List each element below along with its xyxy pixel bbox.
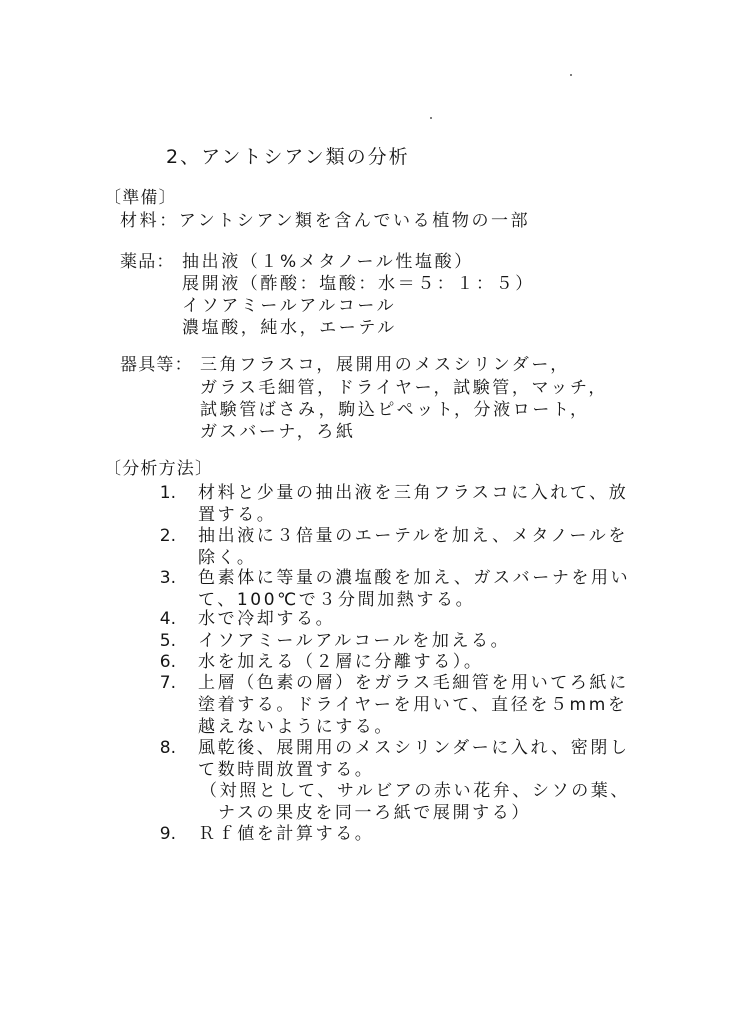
equipment-line: ガスバーナ，ろ紙 bbox=[200, 422, 356, 442]
step-text: 風乾後、展開用のメスシリンダーに入れ、密閉し bbox=[198, 738, 630, 758]
step-text: （対照として、サルビアの赤い花弁、シソの葉、 bbox=[200, 781, 631, 801]
step-text: て、100℃で３分間加熱する。 bbox=[198, 590, 476, 610]
step-text: 越えないようにする。 bbox=[198, 717, 394, 737]
step-number: 1. bbox=[159, 483, 176, 503]
equipment-line: 三角フラスコ，展開用のメスシリンダー， bbox=[200, 355, 570, 375]
step-text: 水を加える（２層に分離する）。 bbox=[198, 652, 484, 672]
reagent-line: イソアミールアルコール bbox=[182, 296, 397, 316]
step-number: 4. bbox=[159, 609, 176, 629]
reagent-line: 展開液（酢酸：塩酸：水＝５：１：５） bbox=[182, 274, 535, 294]
scan-speck bbox=[430, 117, 432, 119]
equipment-line: ガラス毛細管，ドライヤー，試験管，マッチ， bbox=[200, 378, 609, 398]
step-number: 3. bbox=[159, 568, 176, 588]
step-text: 塗着する。ドライヤーを用いて、直径を５mmを bbox=[198, 695, 628, 715]
step-number: 2. bbox=[159, 526, 176, 546]
step-number: 8. bbox=[159, 738, 176, 758]
scan-speck bbox=[570, 74, 572, 76]
step-text: 除く。 bbox=[198, 548, 257, 568]
equipment-line: 試験管ばさみ，駒込ピペット，分液ロート， bbox=[200, 400, 590, 420]
reagents-label: 薬品： bbox=[120, 252, 175, 272]
step-text: イソアミールアルコールを加える。 bbox=[198, 631, 511, 651]
step-text: 置する。 bbox=[198, 505, 277, 525]
step-text: 材料と少量の抽出液を三角フラスコに入れて、放 bbox=[198, 483, 629, 503]
prep-heading: 〔準備〕 bbox=[104, 188, 177, 208]
reagent-line: 濃塩酸，純水，エーテル bbox=[182, 318, 397, 338]
step-number: 7. bbox=[159, 673, 176, 693]
step-number: 9. bbox=[159, 824, 176, 844]
document-title: 2、アントシアン類の分析 bbox=[166, 146, 410, 168]
step-text: Ｒｆ値を計算する。 bbox=[198, 824, 375, 844]
step-text: ナスの果皮を同一ろ紙で展開する） bbox=[218, 803, 531, 823]
step-text: 上層（色素の層）をガラス毛細管を用いてろ紙に bbox=[198, 673, 629, 693]
step-number: 5. bbox=[159, 631, 176, 651]
method-heading: 〔分析方法〕 bbox=[104, 459, 214, 479]
materials-line: 材料：アントシアン類を含んでいる植物の一部 bbox=[120, 211, 531, 231]
step-number: 6. bbox=[159, 652, 176, 672]
reagent-line: 抽出液（１%メタノール性塩酸） bbox=[182, 252, 474, 272]
equipment-label: 器具等： bbox=[120, 355, 193, 375]
step-text: 水で冷却する。 bbox=[198, 609, 336, 629]
step-text: て数時間放置する。 bbox=[198, 760, 375, 780]
step-text: 色素体に等量の濃塩酸を加え、ガスバーナを用い bbox=[198, 568, 631, 588]
step-text: 抽出液に３倍量のエーテルを加え、メタノールを bbox=[198, 526, 629, 546]
